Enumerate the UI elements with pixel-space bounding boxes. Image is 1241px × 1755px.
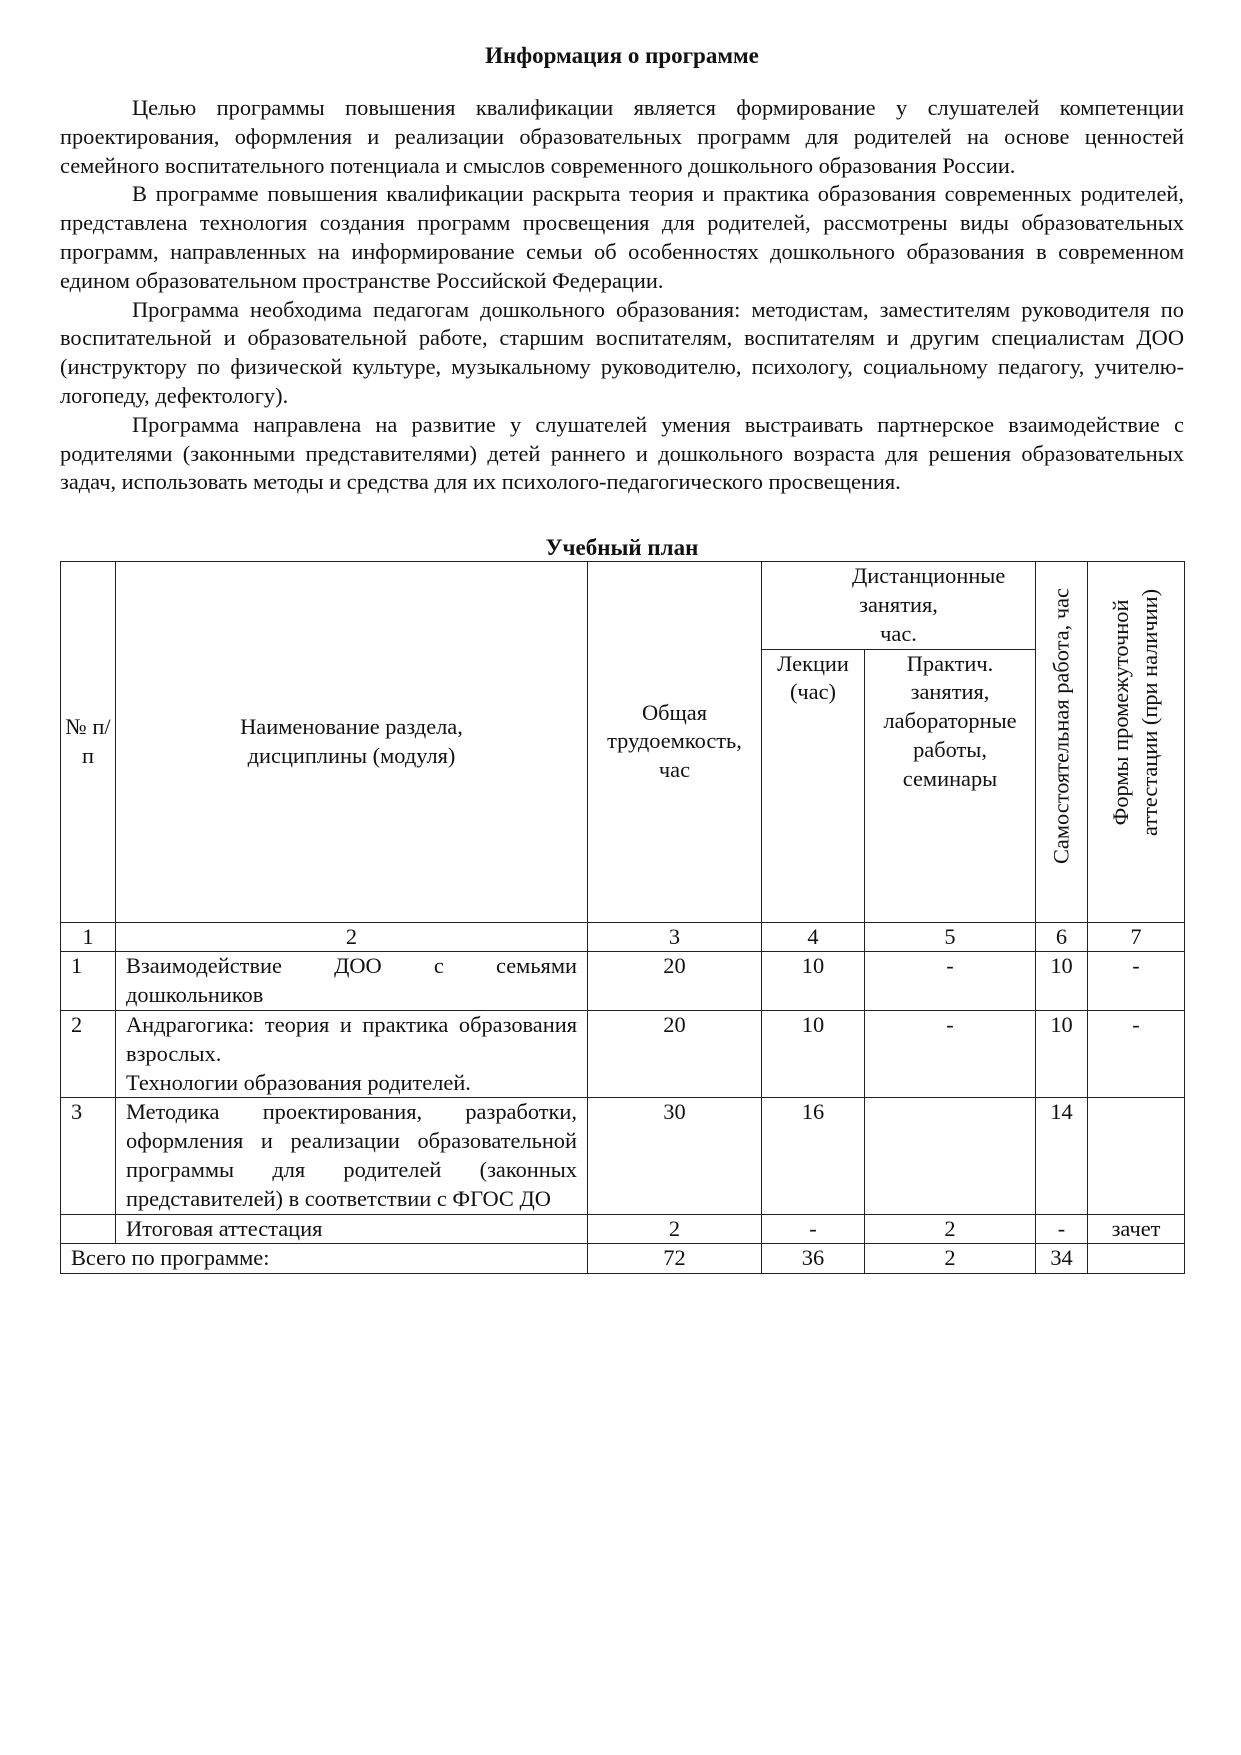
- row-practice: 2: [865, 1214, 1036, 1244]
- header-name: Наименование раздела, дисциплины (модуля): [116, 562, 588, 922]
- header-total: Общая трудоемкость, час: [588, 562, 762, 922]
- col-number: 3: [588, 922, 762, 952]
- info-title: Информация о программе: [485, 43, 759, 68]
- col-number: 5: [865, 922, 1036, 952]
- row-self: 10: [1036, 952, 1088, 1011]
- header-num: № п/п: [61, 562, 116, 922]
- row-num: 1: [61, 952, 116, 1011]
- row-forms: -: [1088, 1010, 1185, 1097]
- total-forms: [1088, 1244, 1185, 1274]
- row-total: 20: [588, 1010, 762, 1097]
- col-number: 7: [1088, 922, 1185, 952]
- row-lectures: -: [762, 1214, 865, 1244]
- table-row: [61, 952, 1185, 1011]
- table-total-row: [61, 1244, 1185, 1274]
- row-lectures: 16: [762, 1098, 865, 1214]
- row-name: Андрагогика: теория и практика образования взрослых. Технологии образования родителей.: [116, 1010, 588, 1097]
- row-num: 2: [61, 1010, 116, 1097]
- curriculum-table: [60, 561, 1185, 1274]
- total-label: Всего по программе:: [61, 1244, 588, 1274]
- row-practice: -: [865, 952, 1036, 1011]
- row-self: 10: [1036, 1010, 1088, 1097]
- info-paragraph: Программа необходима педагогам дошкольного образования: методистам, заместителям руководителя по воспитательной и образовательной работе, старшим воспитателям, воспитателям и другим специалистам ДОО (инструктору по физической культуре, музыкальному руководителю, психологу, социальному педагогу, учителю-логопеду, дефектологу).: [60, 296, 1184, 408]
- row-self: -: [1036, 1214, 1088, 1244]
- col-number: 1: [61, 922, 116, 952]
- row-practice: [865, 1098, 1036, 1214]
- header-practice: Практич. занятия, лабораторные работы, семинары: [865, 649, 1036, 922]
- col-number: 6: [1036, 922, 1088, 952]
- table-colnum-row: [61, 922, 1185, 952]
- table-row: [61, 1098, 1185, 1214]
- total-hours: 72: [588, 1244, 762, 1274]
- header-lectures: Лекции (час): [762, 649, 865, 922]
- info-paragraph: Целью программы повышения квалификации является формирование у слушателей компетенции проектирования, оформления и реализации образовательных программ для родителей на основе ценностей семейного воспитательного потенциала и смыслов современного дошкольного образования России.: [60, 95, 1184, 178]
- row-practice: -: [865, 1010, 1036, 1097]
- row-forms: -: [1088, 952, 1185, 1011]
- row-num: 3: [61, 1098, 116, 1214]
- header-distance: Дистанционные занятия, час.: [762, 562, 1036, 649]
- row-forms: [1088, 1098, 1185, 1214]
- header-attestation-forms: Формы промежуточной аттестации (при наличии): [1088, 562, 1185, 922]
- row-num: [61, 1214, 116, 1244]
- row-total: 30: [588, 1098, 762, 1214]
- plan-title: Учебный план: [545, 535, 699, 561]
- table-row: [61, 1010, 1185, 1097]
- info-paragraph: Программа направлена на развитие у слушателей умения выстраивать партнерское взаимодействие с родителями (законными представителями) детей раннего и дошкольного возраста для решения образовательных задач, использовать методы и средства для их психолого-педагогического просвещения.: [60, 411, 1184, 495]
- row-total: 20: [588, 952, 762, 1011]
- total-self: 34: [1036, 1244, 1088, 1274]
- col-number: 4: [762, 922, 865, 952]
- header-self-work: Самостоятельная работа, час: [1036, 562, 1088, 922]
- row-lectures: 10: [762, 1010, 865, 1097]
- document-page: [60, 42, 1184, 1274]
- total-lectures: 36: [762, 1244, 865, 1274]
- total-practice: 2: [865, 1244, 1036, 1274]
- table-row: [61, 1214, 1185, 1244]
- row-lectures: 10: [762, 952, 865, 1011]
- row-name: Итоговая аттестация: [116, 1214, 588, 1244]
- info-paragraph: В программе повышения квалификации раскрыта теория и практика образования современных родителей, представлена технология создания программ просвещения для родителей, рассмотрены виды образовательных программ, направленных на информирование семьи об особенностях дошкольного образования в современном едином образовательном пространстве Российской Федерации.: [60, 181, 1184, 293]
- col-number: 2: [116, 922, 588, 952]
- row-name: Взаимодействие ДОО с семьями дошкольников: [116, 952, 588, 1011]
- table-header-row: [61, 562, 1185, 649]
- row-total: 2: [588, 1214, 762, 1244]
- row-self: 14: [1036, 1098, 1088, 1214]
- row-name: Методика проектирования, разработки, оформления и реализации образовательной программы для родителей (законных представителей) в соответствии с ФГОС ДО: [116, 1098, 588, 1214]
- row-forms: зачет: [1088, 1214, 1185, 1244]
